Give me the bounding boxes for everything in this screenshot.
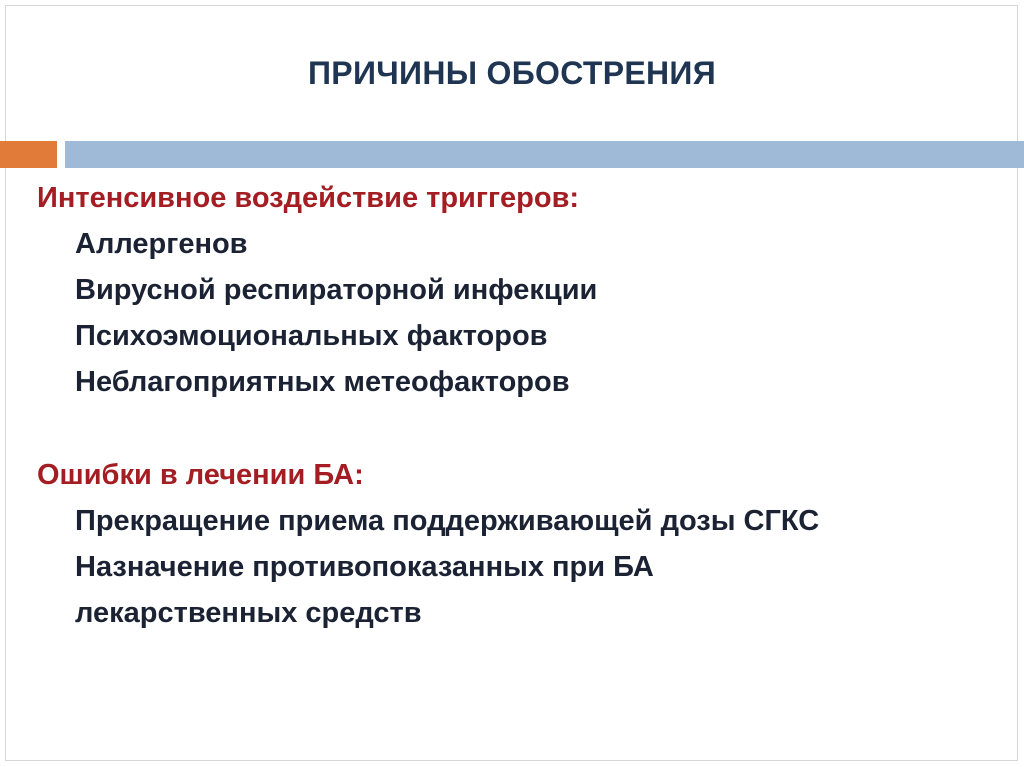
accent-bar-orange	[0, 141, 57, 168]
section-heading: Ошибки в лечении БА:	[37, 459, 364, 491]
section-treatment-errors	[37, 452, 1007, 636]
list-item: Прекращение приема поддерживающей дозы СГКС	[75, 505, 820, 537]
list-item: Назначение противопоказанных при БА	[75, 551, 654, 583]
slide-title: ПРИЧИНЫ ОБОСТРЕНИЯ	[308, 55, 716, 91]
section-spacer	[37, 405, 1007, 452]
list-item: Аллергенов	[75, 228, 248, 260]
section-triggers	[37, 175, 1007, 405]
section-heading: Интенсивное воздействие триггеров:	[37, 182, 580, 214]
list-item: Вирусной респираторной инфекции	[75, 274, 598, 306]
accent-bar-blue	[65, 141, 1024, 168]
slide-content	[37, 175, 1007, 636]
list-item: лекарственных средств	[75, 597, 422, 629]
list-item: Неблагоприятных метеофакторов	[75, 366, 570, 398]
list-item: Психоэмоциональных факторов	[75, 320, 548, 352]
